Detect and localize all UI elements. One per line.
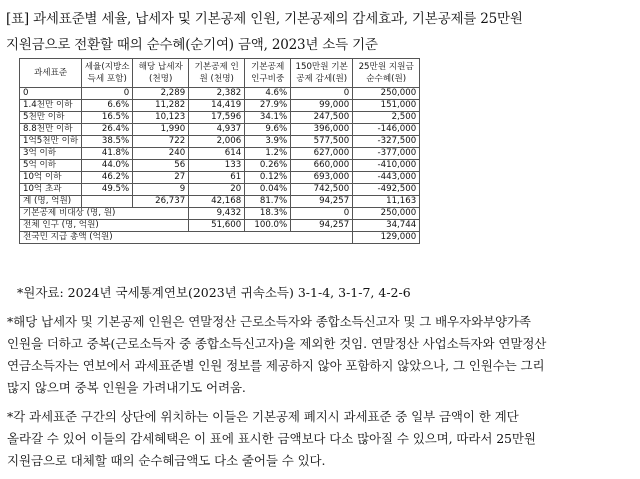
header-tax-cut: 150만원 기본 공제 감세(원) [291,59,353,88]
table-cell: -327,500 [353,136,420,148]
header-bracket: 과세표준 [20,59,82,88]
table-cell: 240 [133,148,189,160]
header-taxpayers: 해당 납세자(천명) [133,59,189,88]
table-cell: 전국민 지급 총액 (억원) [20,232,353,244]
table-cell: 2,289 [133,88,189,100]
note-line: 인원을 더하고 중복(근로소득자 중 종합소득신고자)을 제외한 것임. 연말정산 사업소득자와 연말정산 [7,336,547,351]
table-cell: 94,257 [291,220,353,232]
table-cell: 2,500 [353,112,420,124]
table-cell: 41.8% [82,148,133,160]
table-cell: 17,596 [189,112,245,124]
footnotes [7,304,633,479]
population-row [20,220,420,232]
table-cell: -492,500 [353,184,420,196]
title-line-2: 지원금으로 전환할 때의 순수혜(순기여) 금액, 2023년 소득 기준 [6,37,378,53]
table-cell [82,196,133,208]
table-cell: -146,000 [353,124,420,136]
table-cell: 1,990 [133,124,189,136]
table-cell: 722 [133,136,189,148]
table-cell: 34,744 [353,220,420,232]
table-cell: 34.1% [245,112,291,124]
table-cell: 27.9% [245,100,291,112]
table-cell: 627,000 [291,148,353,160]
table-cell: 396,000 [291,124,353,136]
table-cell: 247,500 [291,112,353,124]
table-cell: 99,000 [291,100,353,112]
table-cell: 0.12% [245,172,291,184]
table-row [20,112,420,124]
table-header-row [20,59,420,88]
table-cell: 0 [291,88,353,100]
table-cell: 44.0% [82,160,133,172]
source-note: *원자료: 2024년 국세통계연보(2023년 귀속소득) 3-1-4, 3-1-7, 4-2-6 [17,285,411,300]
table-cell: 26.4% [82,124,133,136]
table-cell: 4.6% [245,88,291,100]
table-cell: 49.5% [82,184,133,196]
table-cell: 16.5% [82,112,133,124]
table-cell: 577,500 [291,136,353,148]
table-cell: 151,000 [353,100,420,112]
table-cell: 81.7% [245,196,291,208]
table-cell: 11,282 [133,100,189,112]
table-row [20,148,420,160]
bracket-cell: 8.8천만 이하 [20,124,82,136]
table-cell: 4,937 [189,124,245,136]
table-cell: -443,000 [353,172,420,184]
table-cell: 기본공제 비대상 (명, 원) [20,208,189,220]
table-cell: 6.6% [82,100,133,112]
table-cell: 614 [189,148,245,160]
table-cell: 0 [291,208,353,220]
note-line: 올라갈 수 있어 이들의 감세혜택은 이 표에 표시한 금액보다 다소 많아질 수 있으며, 따라서 25만원 [7,431,536,446]
title-line-1: [표] 과세표준별 세율, 납세자 및 기본공제 인원, 기본공제의 감세효과, 기본공제를 25만원 [6,11,523,27]
bracket-cell: 10억 초과 [20,184,82,196]
table-cell: 11,163 [353,196,420,208]
bracket-cell: 1억5천만 이하 [20,136,82,148]
table-cell: 133 [189,160,245,172]
table-cell: 0.04% [245,184,291,196]
table-cell: 129,000 [353,232,420,244]
table-cell: 38.5% [82,136,133,148]
note-line: 지원금으로 대체할 때의 순수혜금액도 다소 줄어들 수 있다. [7,453,326,468]
header-population-share: 기본공제 인구비중 [245,59,291,88]
table-cell: 100.0% [245,220,291,232]
header-deduction-persons: 기본공제 인원 (천명) [189,59,245,88]
table-cell: 693,000 [291,172,353,184]
nonpayer-row [20,208,420,220]
table-row [20,160,420,172]
table-cell: 742,500 [291,184,353,196]
bracket-cell: 3억 이하 [20,148,82,160]
table-cell: -377,000 [353,148,420,160]
table-row [20,136,420,148]
table-cell: 250,000 [353,88,420,100]
note-line: 연금소득자는 연보에서 과세표준별 인원 정보를 제공하지 않아 포함하지 않았으나, 그 인원수는 그리 [7,358,545,373]
table-cell: 9 [133,184,189,196]
table-cell: 3.9% [245,136,291,148]
national-total-row [20,232,420,244]
table-row [20,88,420,100]
table-cell: 18.3% [245,208,291,220]
note-line: *해당 납세자 및 기본공제 인원은 연말정산 근로소득자와 종합소득신고자 및 그 배우자와부양가족 [7,314,531,329]
tax-deduction-table [19,58,420,244]
table-cell: 42,168 [189,196,245,208]
note-line: *각 과세표준 구간의 상단에 위치하는 이들은 기본공제 폐지시 과세표준 중 일부 금액이 한 계단 [7,409,519,424]
table-cell: 46.2% [82,172,133,184]
table-row [20,172,420,184]
table-cell: 94,257 [291,196,353,208]
total-row [20,196,420,208]
bracket-cell: 1.4천만 이하 [20,100,82,112]
table-cell: 20 [189,184,245,196]
table-cell: 9,432 [189,208,245,220]
table-cell: 9.6% [245,124,291,136]
table-cell: 2,382 [189,88,245,100]
table-row [20,100,420,112]
table-cell: 전체 인구 (명, 억원) [20,220,189,232]
table-cell: 26,737 [133,196,189,208]
table-cell: 61 [189,172,245,184]
bracket-cell: 0 [20,88,82,100]
table-cell: 14,419 [189,100,245,112]
header-net-benefit: 25만원 지원금 순수혜(원) [353,59,420,88]
table-cell: 250,000 [353,208,420,220]
bracket-cell: 5억 이하 [20,160,82,172]
document-title [6,6,636,58]
table-cell: 27 [133,172,189,184]
table-cell: 2,006 [189,136,245,148]
note-line: 많지 않으며 중복 인원을 가려내기도 어려움. [7,380,246,395]
table-cell: -410,000 [353,160,420,172]
bracket-cell: 5천만 이하 [20,112,82,124]
bracket-cell: 10억 이하 [20,172,82,184]
header-rate: 세율(지방소득세 포함) [82,59,133,88]
table-cell: 계 (명, 억원) [20,196,82,208]
table-row [20,124,420,136]
table-cell: 1.2% [245,148,291,160]
table-cell: 0 [82,88,133,100]
table-cell: 0.26% [245,160,291,172]
table-row [20,184,420,196]
table-cell: 56 [133,160,189,172]
table-cell: 660,000 [291,160,353,172]
table-cell: 51,600 [189,220,245,232]
table-cell: 10,123 [133,112,189,124]
